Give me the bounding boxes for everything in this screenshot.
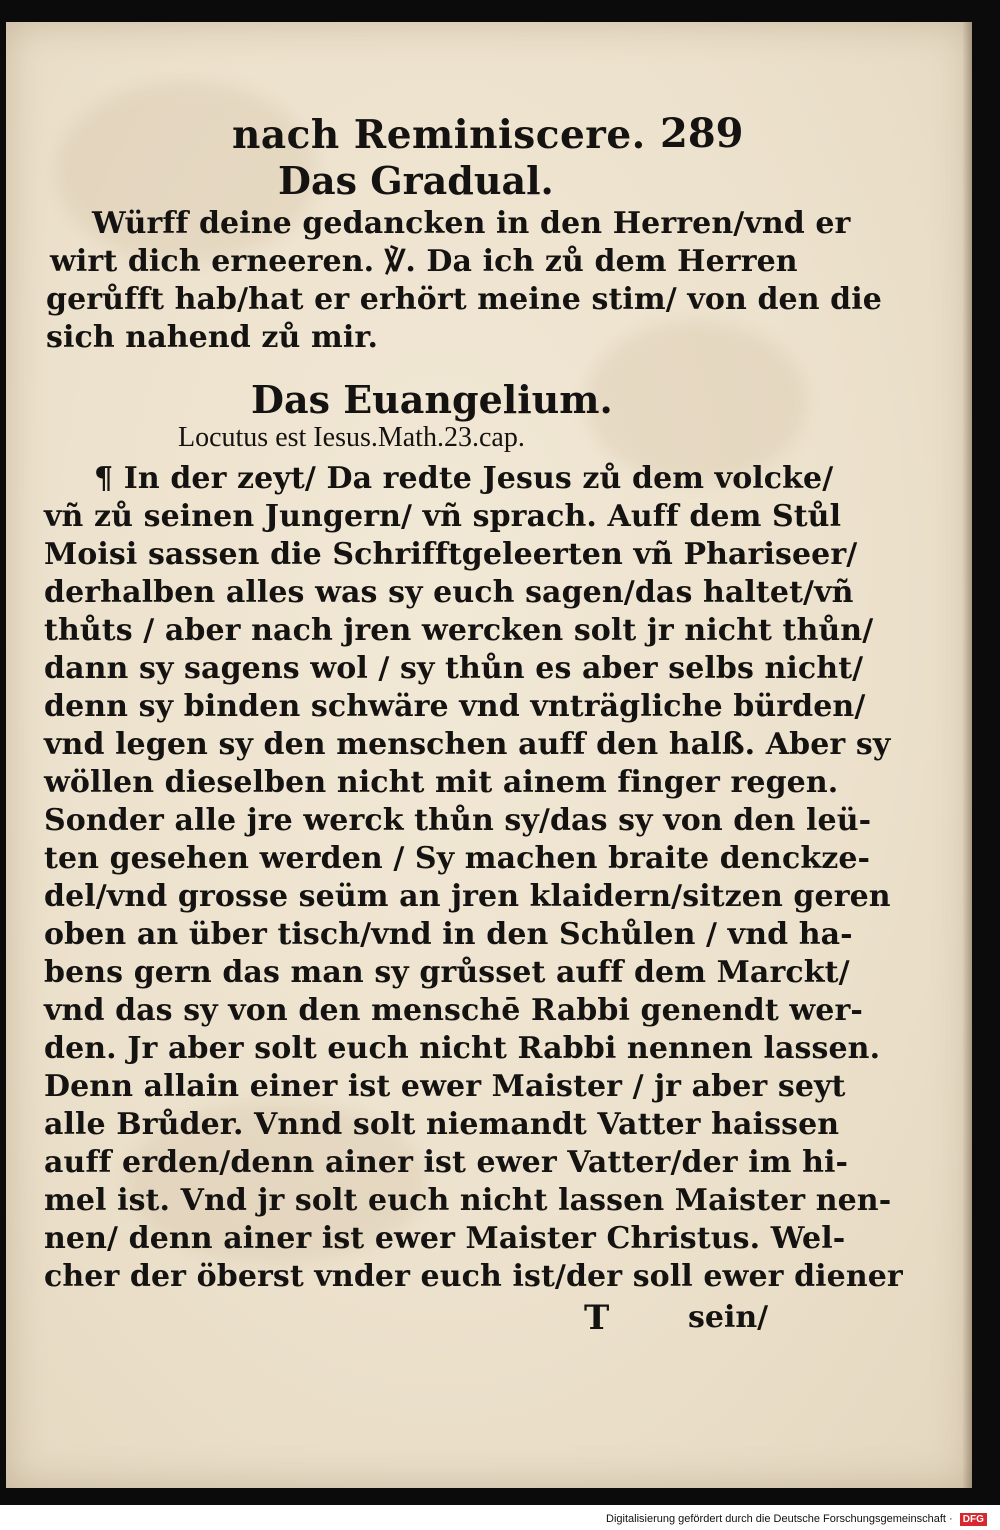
book-page (6, 22, 972, 1488)
gospel-line: vñ zů seinen Jungern/ vñ sprach. Auff dem Stůl (44, 499, 842, 534)
page-number: 289 (660, 110, 744, 157)
gospel-line: nen/ denn ainer ist ewer Maister Christus. Wel- (44, 1221, 846, 1256)
gradual-line: wirt dich erneeren. ℣. Da ich zů dem Herren (50, 244, 798, 279)
catchword: sein/ (688, 1300, 769, 1335)
gradual-line: gerůfft hab/hat er erhört meine stim/ von den die (46, 282, 882, 317)
page-edge-shadow (962, 22, 972, 1488)
gospel-line: thůts / aber nach jren wercken solt jr nicht thůn/ (44, 613, 874, 648)
gospel-line: bens gern das man sy grůsset auff dem Marckt/ (44, 955, 850, 990)
gospel-line: mel ist. Vnd jr solt euch nicht lassen Maister nen- (44, 1183, 892, 1218)
gospel-line: vnd legen sy den menschen auff den halß. Aber sy (44, 727, 891, 762)
gospel-line: den. Jr aber solt euch nicht Rabbi nennen lassen. (44, 1031, 881, 1066)
gospel-line: ten gesehen werden / Sy machen braite denckze- (44, 841, 871, 876)
dfg-logo-icon: DFG (960, 1513, 987, 1526)
gospel-heading: Das Euangelium. (251, 377, 613, 422)
gradual-line: Würff deine gedancken in den Herren/vnd er (92, 206, 851, 241)
gospel-line: auff erden/denn ainer ist ewer Vatter/der im hi- (44, 1145, 849, 1180)
gospel-line: Moisi sassen die Schrifftgeleerten vñ Phariseer/ (44, 537, 858, 572)
gospel-line: oben an über tisch/vnd in den Schůlen / vnd ha- (44, 917, 853, 952)
gospel-citation: Locutus est Iesus.Math.23.cap. (178, 422, 525, 453)
running-head: nach Reminiscere. (232, 112, 646, 158)
gospel-line: del/vnd grosse seüm an jren klaidern/sitzen geren (44, 879, 891, 914)
paper-stain (586, 322, 806, 482)
funding-credit (606, 1512, 987, 1526)
gospel-line: Sonder alle jre werck thůn sy/das sy von den leü- (44, 803, 872, 838)
gospel-line: ¶ In der zeyt/ Da redte Jesus zů dem volcke/ (94, 461, 834, 496)
gospel-line: Denn allain einer ist ewer Maister / jr aber seyt (44, 1069, 846, 1104)
signature-mark: T (584, 1298, 610, 1338)
funding-credit-text: Digitalisierung gefördert durch die Deutsche Forschungsgemeinschaft · (606, 1513, 953, 1525)
gospel-line: dann sy sagens wol / sy thůn es aber selbs nicht/ (44, 651, 864, 686)
gospel-line: wöllen dieselben nicht mit ainem finger regen. (44, 765, 839, 800)
gospel-line: cher der öberst vnder euch ist/der soll ewer diener (44, 1259, 903, 1294)
gospel-line: vnd das sy von den menschē Rabbi genendt wer- (44, 993, 863, 1028)
gradual-heading: Das Gradual. (278, 158, 554, 203)
gospel-line: derhalben alles was sy euch sagen/das haltet/vñ (44, 575, 854, 610)
gradual-line: sich nahend zů mir. (46, 320, 379, 355)
gospel-line: denn sy binden schwäre vnd vnträgliche bürden/ (44, 689, 866, 724)
gospel-line: alle Brůder. Vnnd solt niemandt Vatter haissen (44, 1107, 840, 1142)
